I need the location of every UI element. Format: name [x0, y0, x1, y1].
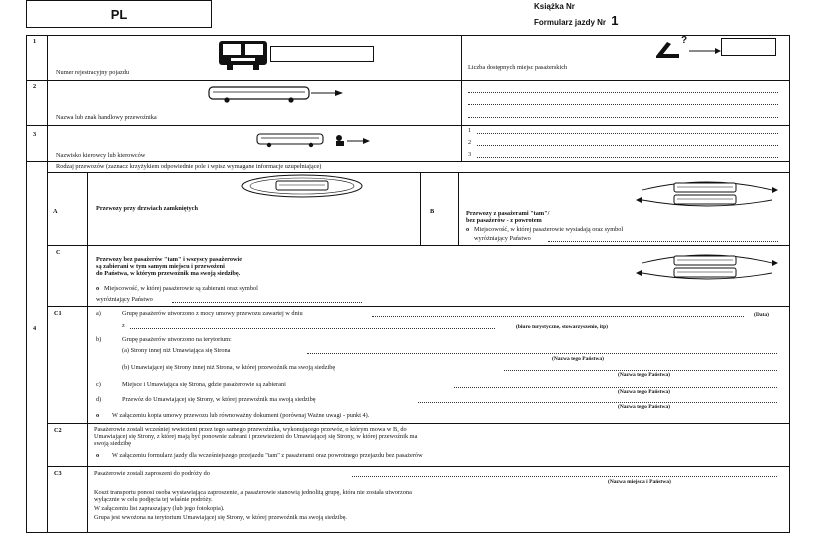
seat-question-mark: ? [681, 35, 688, 46]
c1-a-letter: a) [96, 310, 101, 317]
option-c-bullet: o [96, 285, 100, 292]
c1-label: C1 [54, 310, 62, 317]
carrier-line-3[interactable] [468, 117, 778, 118]
bus-side-icon [207, 84, 347, 104]
option-a-letter: A [53, 208, 58, 215]
c3-place-label: (Nazwa miejsca i Państwa) [608, 479, 671, 485]
option-c-text-line-2: wyróżniający Państwo [96, 296, 153, 303]
vehicle-registration-input[interactable] [270, 46, 374, 62]
section-4-number: 4 [33, 325, 37, 332]
c1-d-text: Przewóz do Umawiającej się Strony, w której przewoźnik ma swoją siedzibę [122, 396, 316, 403]
option-b-bullet: o [466, 226, 470, 233]
c1-b2-input[interactable] [504, 370, 777, 371]
c2-line-2: Umawiającej się Strony, z której mają być ponownie zabrani i przewiezieni do Umawiającej się Strony, w której przewoźnik ma [94, 433, 418, 440]
option-c-title-line-3: do Państwa, w którym przewoźnik ma swoją siedzibę. [96, 270, 241, 277]
option-c-title-line-2: są zabierani w tym samym miejscu i przewożeni [96, 263, 225, 270]
form-label-text: Formularz jazdy Nr [534, 18, 607, 27]
driver-line-1[interactable] [477, 133, 778, 134]
transport-type-intro: Rodzaj przewozów (zaznacz krzyżykiem odpowiednie pole i wpisz wymagane informacje uzupełniające) [56, 163, 322, 170]
c3-line-1: Pasażerowie zostali zaproszeni do podróży do [94, 470, 210, 477]
c2-line-1: Pasażerowie zostali wcześniej wwiezieni przez tego samego przewoźnika, wykonującego przewóz, o którym mowa w B, do [94, 426, 407, 433]
carrier-line-2[interactable] [468, 104, 778, 105]
c1-d-letter: d) [96, 396, 102, 403]
c1-c-letter: c) [96, 381, 101, 388]
section-3-number: 3 [33, 131, 37, 138]
option-b-title-line-2: bez pasażerów - z powrotem [466, 217, 542, 224]
c3-line-3: wyłącznie w celu podjęcia tej właśnie podróży. [94, 496, 213, 503]
bus-front-icon [217, 39, 269, 71]
c1-b2-country-label: (Nazwa tego Państwa) [618, 372, 670, 378]
c1-a-text: Grupę pasażerów utworzono z mocy umowy przewozu zawartej w dniu [122, 310, 303, 317]
c1-b-text: Grupę pasażerów utworzono na terytorium: [122, 336, 232, 343]
c3-line-5: Grupa jest wwożona na terytorium Umawiającej się Strony, w której przewoźnik ma swoją siedzibę. [94, 514, 347, 521]
option-b-text-line-2: wyróżniający Państwo [474, 235, 531, 242]
option-b-title-line-1: Przewozy z pasażerami "tam"/ [466, 210, 550, 217]
c2-label: C2 [54, 427, 62, 434]
option-b-letter: B [430, 208, 435, 215]
c3-line-2: Koszt transportu ponosi osoba wystawiająca zaproszenie, a pasażerowie stanowią jednolitą grupę, która nie została utworzona [94, 489, 412, 496]
c1-agency-label: (biuro turystyczne, stowarzyszenie, itp) [516, 324, 609, 330]
option-b-text-line-1: Miejscowość, w której pasażerowie wysiadają oraz symbol [474, 226, 624, 233]
passenger-seat-icon [653, 35, 723, 60]
book-number-label: Książka Nr [534, 2, 575, 11]
c1-b-letter: b) [96, 336, 102, 343]
c1-b1-text: (a) Strony innej niż Umawiająca się Strona [122, 347, 231, 354]
empty-out-bus-icon [632, 250, 782, 282]
driver-line-1-number: 1 [468, 127, 472, 134]
seats-count-input[interactable] [721, 38, 776, 56]
driver-line-3-number: 3 [468, 151, 472, 158]
c2-line-3: swoją siedzibę [94, 440, 131, 447]
c1-c-country-label: (Nazwa tego Państwa) [618, 389, 670, 395]
driver-line-3[interactable] [477, 157, 778, 158]
country-code: PL [110, 7, 128, 22]
c2-attachment-text: W załączeniu formularz jazdy dla wcześniejszego przejazdu "tam" z pasażerami oraz powrotnego przejazdu bez pasażerów [112, 452, 423, 459]
option-c-letter: C [56, 249, 61, 256]
c1-b2-text: (b) Umawiającej się Strony innej niż Strona, w której przewoźnik ma swoją siedzibę [122, 364, 336, 371]
c1-bullet: o [96, 412, 100, 419]
c1-d-country-label: (Nazwa tego Państwa) [618, 404, 670, 410]
c1-c-text: Miejsce i Umawiająca się Strona, gdzie pasażerowie są zabierani [122, 381, 286, 388]
option-b-place-input[interactable] [548, 241, 778, 242]
round-trip-bus-icon [632, 178, 782, 208]
c3-line-4: W załączeniu list zapraszający (lub jego fotokopia). [94, 505, 225, 512]
vehicle-registration-label: Numer rejestracyjny pojazdu [56, 69, 130, 76]
c2-bullet: o [96, 452, 100, 459]
c3-label: C3 [54, 470, 62, 477]
form-number: 1 [611, 13, 619, 28]
carrier-line-1[interactable] [468, 92, 778, 93]
form-number-label [534, 13, 618, 28]
c1-date-label: (Data) [754, 312, 769, 318]
carrier-name-label: Nazwa lub znak handlowy przewoźnika [56, 114, 157, 121]
driver-line-2[interactable] [477, 145, 778, 146]
section-2-number: 2 [33, 83, 37, 90]
seats-label: Liczba dostępnych miejsc pasażerskich [468, 64, 568, 71]
option-c-title-line-1: Przewozy bez pasażerów "tam" i wszyscy pasażerowie [96, 256, 243, 263]
country-code-box [26, 0, 212, 28]
bus-driver-icon [255, 131, 375, 149]
driver-line-2-number: 2 [468, 139, 472, 146]
option-a-title: Przewozy przy drzwiach zamkniętych [96, 205, 198, 212]
c1-c-input[interactable] [454, 387, 777, 388]
c1-z-input[interactable] [130, 328, 495, 329]
section-1-number: 1 [33, 38, 37, 45]
c1-z-label: z [122, 322, 125, 329]
option-c-text-line-1: Miejscowość, w której pasażerowie są zabierani oraz symbol [104, 285, 258, 292]
c1-b1-input[interactable] [307, 353, 777, 354]
c3-place-input[interactable] [352, 476, 777, 477]
option-c-place-input[interactable] [172, 302, 362, 303]
c1-d-input[interactable] [418, 402, 777, 403]
c1-b1-country-label: (Nazwa tego Państwa) [552, 356, 604, 362]
c1-attachment-text: W załączeniu kopia umowy przewozu lub równoważny dokument (porównaj Ważne uwagi - punkt 4). [112, 412, 370, 419]
driver-names-label: Nazwisko kierowcy lub kierowców [56, 152, 146, 159]
c1-a-date-input[interactable] [372, 316, 744, 317]
closed-door-bus-icon [238, 173, 366, 199]
